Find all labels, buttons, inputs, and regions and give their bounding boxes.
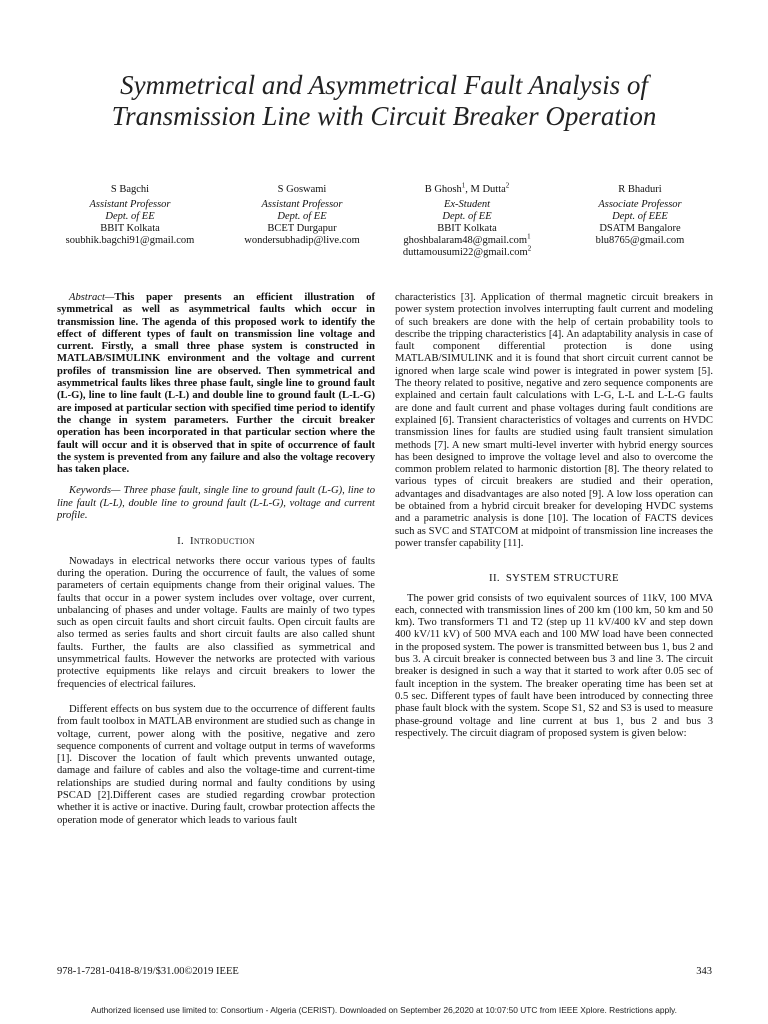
- author-dept: Dept. of EE: [442, 211, 492, 222]
- author-org: BBIT Kolkata: [437, 223, 497, 234]
- author-name: S Bagchi: [110, 184, 150, 195]
- author-role: Associate Professor: [598, 199, 682, 210]
- intro-paragraph-2: Different effects on bus system due to the occurrence of different faults from fault toolbox in MATLAB environment are studied such as change in voltage, current, power along with the positive, negative and zero sequence components of current and voltage output in terms of waveforms [1]. Discover the location of fault which prevents unwanted outage, damage and failure of cables and also the voltage-time and current-time relationships are studied during normal and faulty conditions by using PSCAD [2].Different cases are studied regarding crowbar protection whether it is active or inactive. During fault, crowbar protection affects the operation mode of generator which leads to various fault: [57, 703, 375, 826]
- author-1: [60, 184, 200, 247]
- author-role: Assistant Professor: [89, 199, 171, 210]
- page-number: 343: [696, 966, 712, 977]
- author-dept: Dept. of EE: [105, 211, 155, 222]
- structure-paragraph: The power grid consists of two equivalent sources of 11kV, 100 MVA each, connected with transmission lines of 200 km (100 km, 50 km and 50 km). Two transformers T1 and T2 (step up 11 kV/400 kV and step down 400 kV/11 kV) of 500 MVA each and 100 MW load have been connected in the proposed system. The power is transmitted between bus 1, bus 2 and bus 3. A circuit breaker is connected between bus 3 and line 3. The circuit breaker is designed in such a way that it started to work after 0.05 sec of fault inception in the system. The breaker operating time has been set at 0.5 sec. Different types of fault have been introduced by connecting three phase fault block with the system. Scope S1, S2 and S3 is used to measure phase-ground voltage and line current at bus 1, bus 2 and bus 3 respectively. The circuit diagram of proposed system is given below:: [395, 592, 713, 739]
- author-block: [40, 181, 730, 264]
- author-email: blu8765@gmail.com: [595, 235, 685, 246]
- abstract: [57, 292, 375, 476]
- author-3: [392, 181, 542, 259]
- section-heading-introduction: I. Introduction: [177, 535, 255, 548]
- right-column: [395, 292, 713, 740]
- author-email: duttamousumi22@gmail.com$^2$: [402, 244, 532, 258]
- author-org: BBIT Kolkata: [100, 223, 160, 234]
- author-name: B Ghosh$^1$, M Dutta$^2$: [424, 181, 510, 195]
- author-org: DSATM Bangalore: [599, 223, 681, 234]
- keywords: Keywords— Three phase fault, single line to ground fault (L-G), line to line fault (L-L), double line to ground fault (L-L-G), voltage and current profile.: [57, 485, 375, 522]
- author-email: ghoshbalaram48@gmail.com$^1$: [403, 232, 531, 246]
- author-dept: Dept. of EEE: [612, 211, 668, 222]
- intro-paragraph-1: Nowadays in electrical networks there occur various types of faults during the operation. During the occurrence of fault, the values of some parameters of certain equipments change from their original values. The faults that occur in a power system includes over voltage, over current, unbalancing of phases and under voltage. Faults are mainly of two types such as open circuit faults and short circuit faults. Open circuit faults are also termed as series faults and short circuit faults are also called shunt faults. Further, the faults are also classified as symmetrical and unsymmetrical faults. However the networks are protected with various protective equipments like relays and circuit breakers to lower the frequencies of electrical failures.: [57, 555, 375, 690]
- abstract-lead: Abstract—: [69, 292, 115, 303]
- author-name: S Goswami: [277, 184, 327, 195]
- author-email: wondersubhadip@live.com: [244, 235, 360, 246]
- author-email: soubhik.bagchi91@gmail.com: [65, 235, 195, 246]
- section-heading-system-structure: II. SYSTEM STRUCTURE: [489, 572, 619, 585]
- author-2: [232, 184, 372, 247]
- author-org: BCET Durgapur: [267, 223, 337, 234]
- abstract-body: This paper presents an efficient illustration of symmetrical as well as asymmetrical faults which occur in transmission line. The agenda of this proposed work to identify the effect of different types of fault on transmission line voltage and current. Firstly, a small three phase system is constructed in MATLAB/SIMULINK environment and the voltage and current profiles of transmission line are observed. Then symmetrical and asymmetrical faults likes three phase fault, single line to ground fault (L-G), line to line fault (L-L) and double line to ground fault (L-L-G) are imposed at particular section with specified time period to identify the change in system parameters. Further the circuit breaker operation has been incorporated in that particular section where the fault will occur and it is observed that in spite of occurrence of fault the system is prevented from any failure and also the voltage recovery has taken place.: [57, 292, 375, 476]
- license-notice: Authorized licensed use limited to: Consortium - Algeria (CERIST). Downloaded on September 26,2020 at 10:07:50 UTC from IEEE Xplore. Restrictions apply.: [91, 1005, 677, 1015]
- copyright-footer: 978-1-7281-0418-8/19/$31.00©2019 IEEE: [57, 966, 239, 977]
- paper-title: Symmetrical and Asymmetrical Fault Analysis of Transmission Line with Circuit Breaker Operation: [111, 70, 657, 131]
- author-4: [570, 184, 710, 247]
- author-role: Ex-Student: [443, 199, 491, 210]
- left-column: [57, 292, 375, 827]
- author-role: Assistant Professor: [261, 199, 343, 210]
- author-dept: Dept. of EE: [277, 211, 327, 222]
- author-name: R Bhaduri: [618, 184, 662, 195]
- intro-paragraph-continued: characteristics [3]. Application of thermal magnetic circuit breakers in power system protection involves interrupting fault current and modeling of such breakers are done with the help of certain probability tools to describe the tripping characteristics [4]. An adaptability analysis in case of fault component differential protection is done using MATLAB/SIMULINK and it is found that short circuit current cannot be ignored when large scale wind power is integrated in power system [5]. The theory related to positive, negative and zero sequence components are explained and certain fault calculations with L-G, L-L and L-L-G faults are done and fault current and phase voltages during fault conditions are explained [6]. Transient characteristics of voltages and currents on HVDC transmission lines for faults are studied using fault transient simulation methods [7]. A new smart multi-level inverter with hybrid energy sources has been designed to improve the voltage level and also to overcome the common problem related to harmonic distortion [8]. The theory related to various types of circuit breakers are studied and their operation, advantages and disadvantages are also noted [9]. A low loss operation can be obtained from a hybrid circuit breaker for developing HVDC systems and a parametric analysis is done [10]. The location of FACTS devices such as SVC and STATCOM at midpoint of transmission line increases the power transfer capability [11].: [395, 292, 713, 549]
